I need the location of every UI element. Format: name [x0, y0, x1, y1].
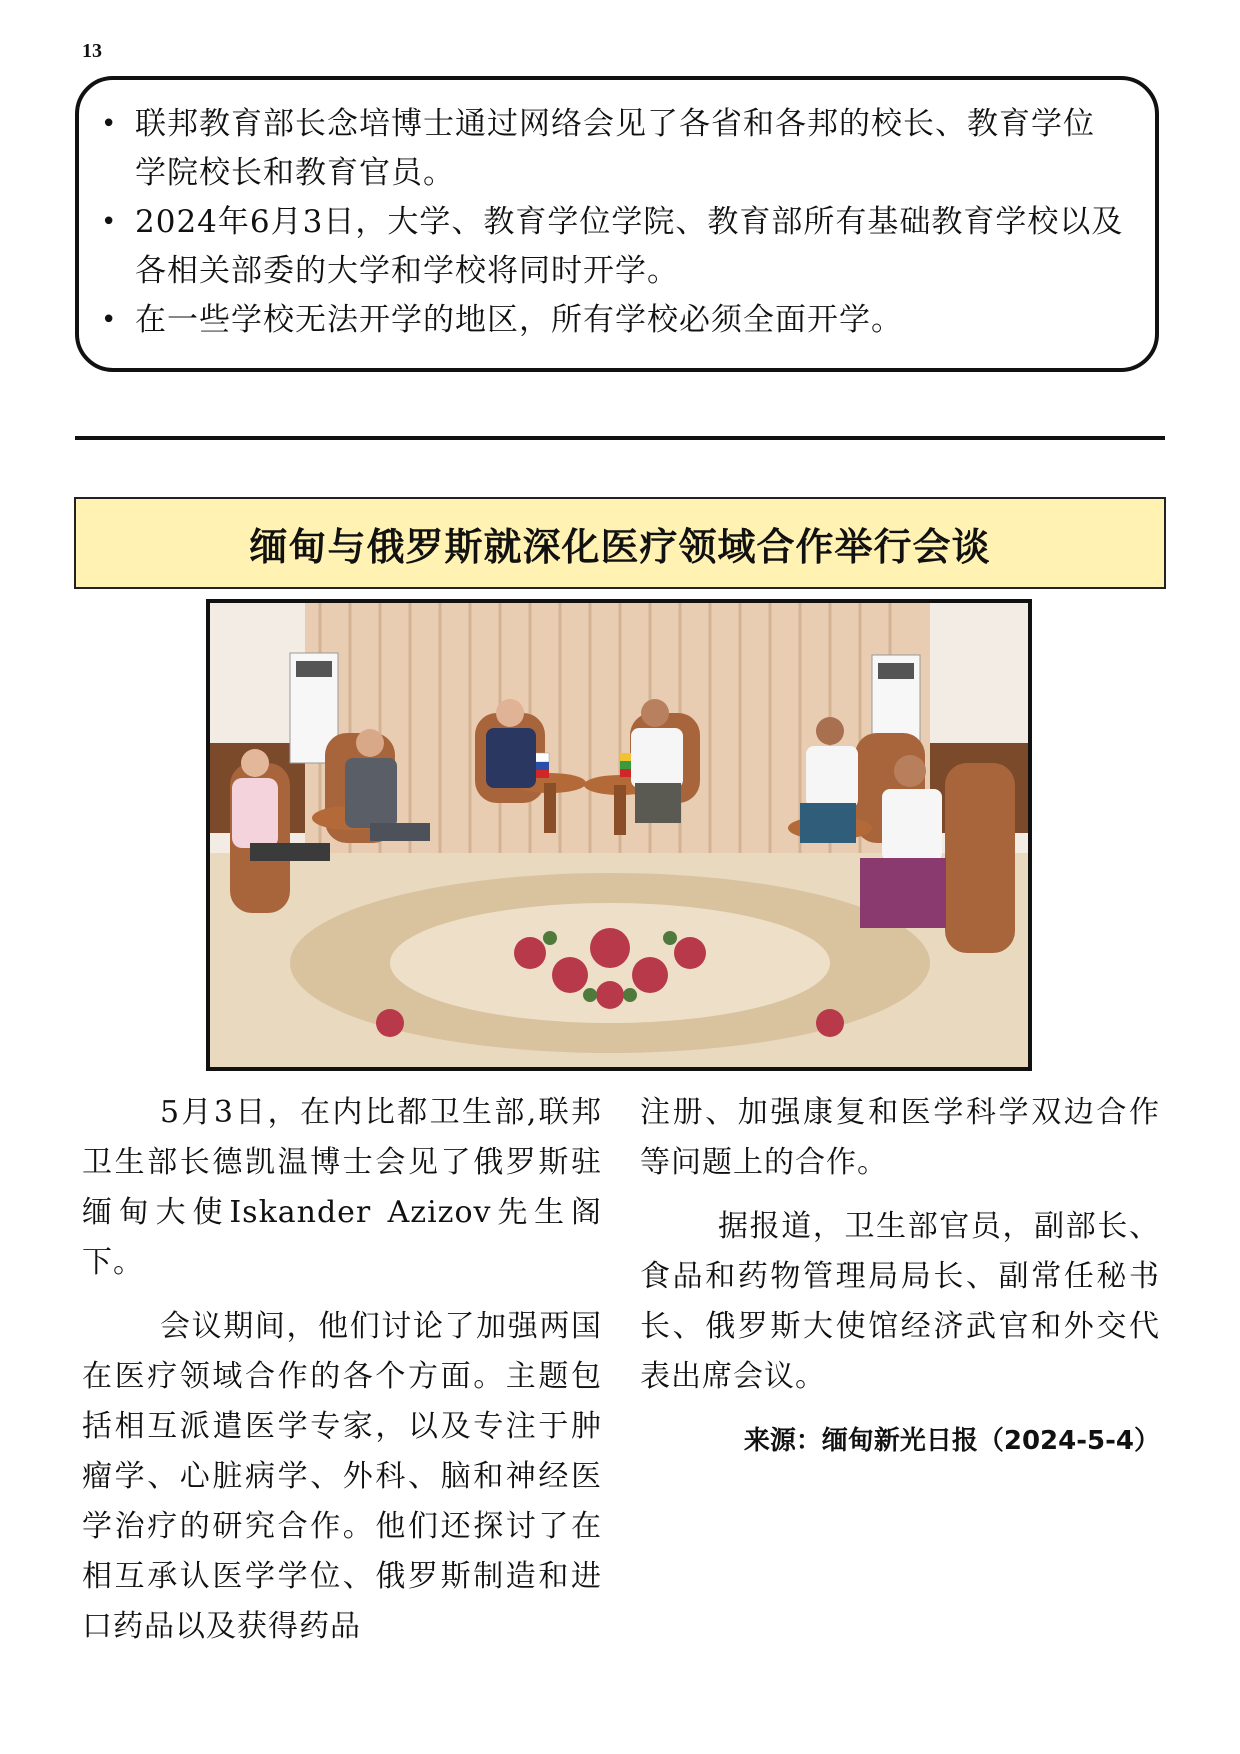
bullet-icon: •: [101, 109, 118, 139]
article-column-right: [640, 1088, 1160, 1466]
summary-box: [75, 76, 1159, 372]
meeting-photo: [206, 599, 1032, 1071]
article-paragraph: 5月3日，在内比都卫生部,联邦卫生部长德凯温博士会见了俄罗斯驻缅甸大使Iskander Azizov先生阁下。: [82, 1095, 602, 1280]
article-paragraph: 会议期间，他们讨论了加强两国在医疗领域合作的各个方面。主题包括相互派遣医学专家，以及专注于肿瘤学、心脏病学、外科、脑和神经医学治疗的研究合作。他们还探讨了在相互承认医学学位、俄罗斯制造和进口药品以及获得药品: [82, 1309, 602, 1644]
article-title: 缅甸与俄罗斯就深化医疗领域合作举行会谈: [249, 524, 991, 569]
bullet-icon: •: [101, 305, 118, 335]
section-divider: [75, 436, 1165, 440]
summary-item: • 2024年6月3日，大学、教育学位学院、教育部所有基础教育学校以及各相关部委的大学和学校将同时开学。: [135, 198, 1125, 296]
article-column-left: [82, 1088, 602, 1666]
article-title-box: [74, 497, 1166, 589]
summary-item: • 在一些学校无法开学的地区，所有学校必须全面开学。: [135, 296, 1125, 345]
page-number: 13: [82, 40, 102, 62]
summary-item: • 联邦教育部长念培博士通过网络会见了各省和各邦的校长、教育学位学院校长和教育官员。: [135, 100, 1125, 198]
article-source: 来源：缅甸新光日报（2024-5-4）: [743, 1426, 1160, 1456]
article-paragraph: 据报道，卫生部官员，副部长、食品和药物管理局局长、副常任秘书长、俄罗斯大使馆经济武官和外交代表出席会议。: [640, 1209, 1160, 1394]
article-paragraph: 注册、加强康复和医学科学双边合作等问题上的合作。: [640, 1095, 1160, 1180]
summary-list: [79, 80, 1155, 345]
bullet-icon: •: [101, 207, 118, 237]
